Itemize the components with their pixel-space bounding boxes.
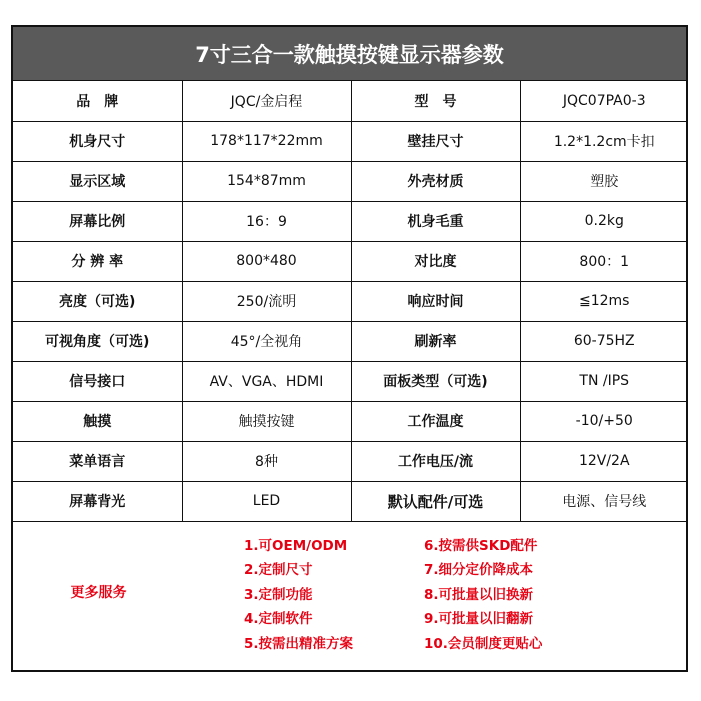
- spec-value: 178*117*22mm: [182, 121, 351, 161]
- services-column-left: [244, 534, 424, 662]
- spec-label: 面板类型（可选): [351, 361, 520, 401]
- spec-value: 60-75HZ: [520, 321, 688, 361]
- spec-label: 工作温度: [351, 401, 520, 441]
- spec-label: 显示区域: [13, 161, 182, 201]
- spec-value: 800：1: [520, 241, 688, 281]
- spec-label: 壁挂尺寸: [351, 121, 520, 161]
- spec-label: 分 辨 率: [13, 241, 182, 281]
- spec-label: 工作电压/流: [351, 441, 520, 481]
- table-row: [13, 321, 688, 361]
- spec-value: TN /IPS: [520, 361, 688, 401]
- spec-value: ≦12ms: [520, 281, 688, 321]
- table-row: [13, 441, 688, 481]
- table-row: [13, 241, 688, 281]
- service-item: 2.定制尺寸: [244, 562, 313, 578]
- spec-value: AV、VGA、HDMI: [182, 361, 351, 401]
- spec-label: 亮度（可选): [13, 281, 182, 321]
- spec-label: 菜单语言: [13, 441, 182, 481]
- service-item: 10.会员制度更贴心: [424, 635, 543, 652]
- spec-value: 45°/全视角: [182, 321, 351, 361]
- spec-value: 触摸按键: [182, 401, 351, 441]
- spec-value: JQC07PA0-3: [520, 81, 688, 121]
- spec-label: 默认配件/可选: [351, 481, 520, 521]
- spec-value: LED: [182, 481, 351, 521]
- service-item: 5.按需出精准方案: [244, 635, 354, 652]
- spec-value: -10/+50: [520, 401, 688, 441]
- table-row: [13, 401, 688, 441]
- service-item: 9.可批量以旧翻新: [424, 611, 534, 627]
- service-item: 3.定制功能: [244, 586, 313, 603]
- service-item: 8.可批量以旧换新: [424, 586, 534, 603]
- services-column-right: [424, 534, 542, 662]
- spec-value: 0.2kg: [520, 201, 688, 241]
- spec-value: 12V/2A: [520, 441, 688, 481]
- service-item: 1.可OEM/ODM: [244, 537, 348, 554]
- spec-label: 屏幕比例: [13, 201, 182, 241]
- spec-label: 型 号: [351, 81, 520, 121]
- spec-value: 8种: [182, 441, 351, 481]
- spec-label: 信号接口: [13, 361, 182, 401]
- service-item: 4.定制软件: [244, 611, 313, 627]
- spec-value: 电源、信号线: [520, 481, 688, 521]
- services-label: 更多服务: [70, 584, 127, 601]
- spec-label: 对比度: [351, 241, 520, 281]
- spec-value: 16：9: [182, 201, 351, 241]
- spec-label: 机身毛重: [351, 201, 520, 241]
- spec-label: 屏幕背光: [13, 481, 182, 521]
- spec-value: 1.2*1.2cm卡扣: [520, 121, 688, 161]
- spec-label: 可视角度（可选): [13, 321, 182, 361]
- table-row: [13, 481, 688, 521]
- table-row: [13, 161, 688, 201]
- spec-value: 250/流明: [182, 281, 351, 321]
- spec-value: 800*480: [182, 241, 351, 281]
- spec-label: 刷新率: [351, 321, 520, 361]
- spec-label: 触摸: [13, 401, 182, 441]
- spec-value: 154*87mm: [182, 161, 351, 201]
- spec-value: 塑胶: [520, 161, 688, 201]
- spec-table: [13, 81, 688, 522]
- table-row: [13, 201, 688, 241]
- spec-label: 品 牌: [13, 81, 182, 121]
- services-section: [13, 522, 686, 662]
- table-row: [13, 361, 688, 401]
- table-row: [13, 121, 688, 161]
- spec-label: 机身尺寸: [13, 121, 182, 161]
- spec-sheet: [11, 25, 688, 672]
- table-row: [13, 81, 688, 121]
- table-row: [13, 281, 688, 321]
- service-item: 7.细分定价降成本: [424, 562, 534, 578]
- service-item: 6.按需供SKD配件: [424, 537, 538, 554]
- page-title: 7寸三合一款触摸按键显示器参数: [13, 27, 686, 81]
- spec-label: 外壳材质: [351, 161, 520, 201]
- services-list: [184, 522, 686, 662]
- spec-label: 响应时间: [351, 281, 520, 321]
- spec-value: JQC/金启程: [182, 81, 351, 121]
